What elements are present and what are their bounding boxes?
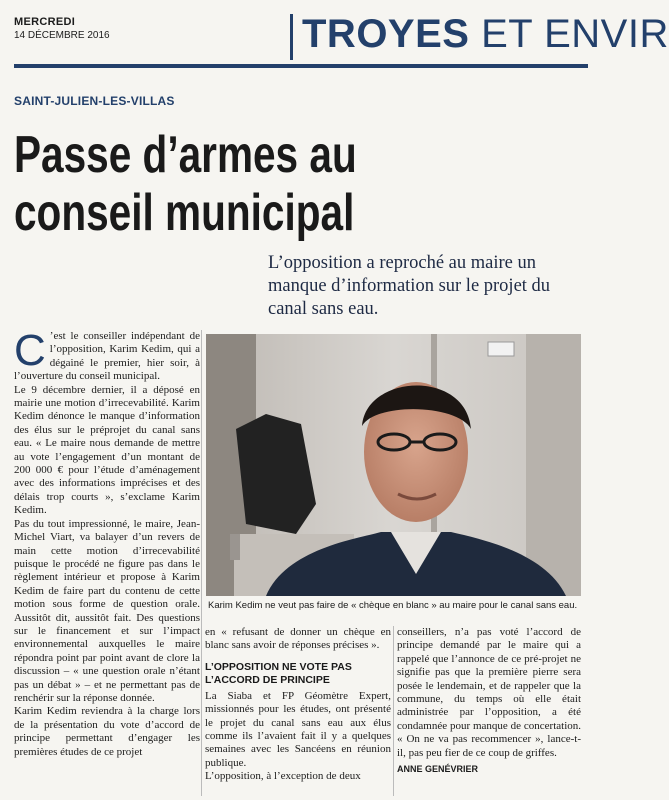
drop-cap: C <box>14 326 46 375</box>
masthead <box>0 0 669 72</box>
paragraph: La Siaba et FP Géomètre Expert, missionnés pour les études, ont présenté le projet du canal sans eau aux élus comme ils l’avaient fait il y a quelques semaines avec les Sancéens en réunion publique. <box>205 689 391 769</box>
masthead-rule <box>14 64 588 68</box>
article-photo <box>206 334 581 596</box>
column-divider <box>201 330 202 796</box>
article-kicker: SAINT-JULIEN-LES-VILLAS <box>14 94 175 108</box>
headline-line-2: conseil municipal <box>14 184 355 242</box>
article-subhead: L’opposition a reproché au maire un manque d’information sur le projet du canal sans eau. <box>268 253 551 319</box>
paragraph: Le 9 décembre dernier, il a déposé en mairie une motion d’irrecevabilité. Karim Kedim dénonce le manque d’information des élus sur le préprojet du canal sans eau. « Le maire nous demande de mettre au vote l’engagement d’un montant de 200 000 € pour l’étude d’aménagement avec des informations imprécises et des délais trop courts », s’exclame Karim Kedim. <box>14 383 200 517</box>
paragraph-text: ’est le conseiller indépendant de l’opposition, Karim Kedim, qui a dégainé le premier, hier soir, à l’ouverture du conseil municipal. <box>14 330 200 383</box>
article-column-3 <box>397 626 581 776</box>
article-column-2 <box>205 626 391 784</box>
masthead-divider <box>290 14 293 60</box>
article-byline: ANNE GENÉVRIER <box>397 764 479 775</box>
article-column-1 <box>14 326 200 759</box>
photo-caption: Karim Kedim ne veut pas faire de « chèque en blanc » au maire pour le canal sans eau. <box>208 600 578 611</box>
paragraph: Karim Kedim reviendra à la charge lors de la présentation du vote d’accord de principe permettant d’engager les premières études de ce projet <box>14 705 200 758</box>
paragraph: Pas du tout impressionné, le maire, Jean-Michel Viart, va balayer d’un revers de main cette motion d’irrecevabilité puisque le procédé ne figure pas dans le règlement intérieur et propose à Karim Kedim de faire part du contenu de cette motion sous forme de question orale. Aussitôt dit, aussitôt fait. Des questions sur le financement et sur l’impact environnemental auxquelles le maire répondra point par point avant de clore la discussion – « une question orale n’étant pas un débat » – et ne permettant pas de renchérir sur la réponse donnée. <box>14 517 200 704</box>
issue-day: MERCREDI <box>14 16 76 28</box>
section-title <box>302 12 669 57</box>
column-divider <box>393 626 394 796</box>
article-headline <box>14 126 357 242</box>
paragraph <box>14 326 200 384</box>
portrait-illustration <box>206 334 581 596</box>
paragraph: L’opposition, à l’exception de deux <box>205 770 361 783</box>
headline-line-1: Passe d’armes au <box>14 126 357 184</box>
issue-date: 14 DÉCEMBRE 2016 <box>14 30 110 41</box>
section-title-bold: TROYES <box>302 12 470 56</box>
article-subtitle: L’OPPOSITION NE VOTE PAS L’ACCORD DE PRINCIPE <box>205 660 352 686</box>
section-title-rest: ET ENVIR <box>469 12 669 56</box>
paragraph: conseillers, n’a pas voté l’accord de principe demandé par le maire qui a rappelé que l’annonce de ce pré-projet ne signifie pas que la première pierre sera posée le lendemain, et de rappeler que la commune, du temps où elle était administrée par l’opposition, a été condamnée pour manque de concertation. « On ne va pas recommencer », lance-t-il, pas peu fier de ce coup de griffes. <box>397 626 581 759</box>
paragraph: en « refusant de donner un chèque en blanc sans avoir de réponses précises ». <box>205 626 391 652</box>
